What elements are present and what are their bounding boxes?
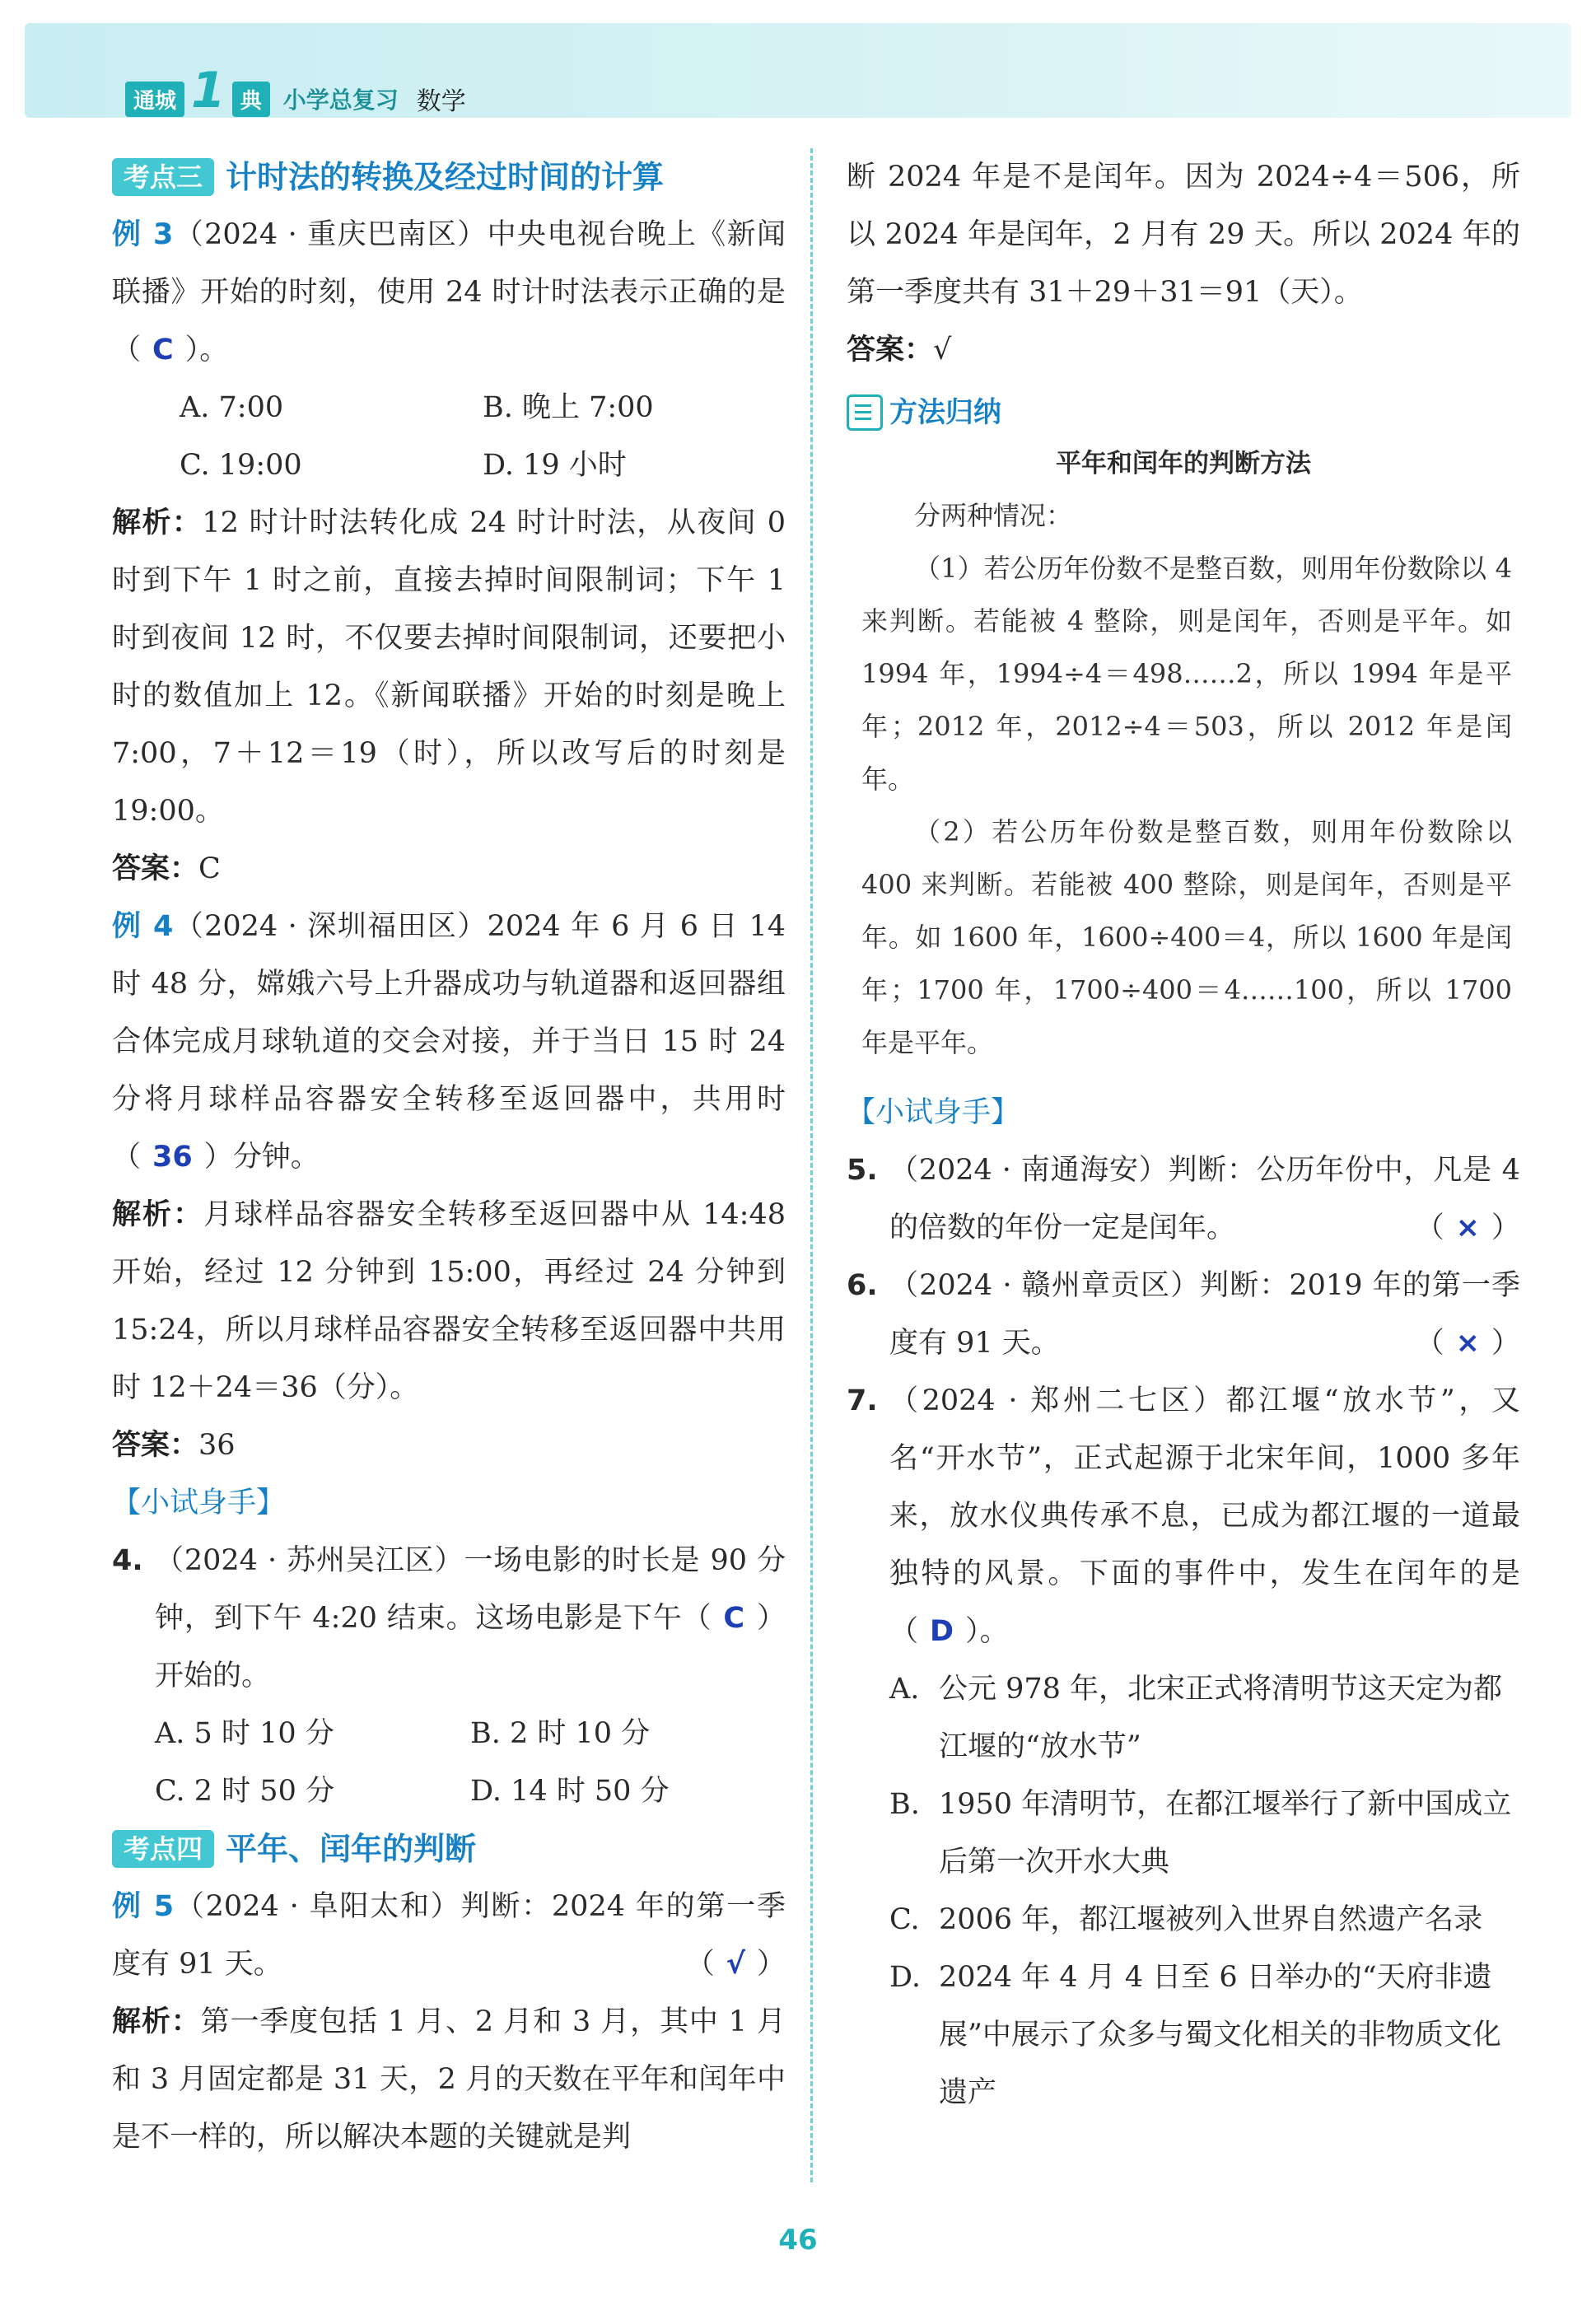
brand [125,62,466,119]
option-c: C. 19:00 [180,449,302,482]
option-c [847,1891,1520,1949]
method-intro: 分两种情况： [914,500,1073,531]
question-number: 4. [112,1544,143,1577]
example-4-text-end: ）分钟。 [203,1141,320,1174]
option-a: A. 5 时 10 分 [155,1717,334,1750]
page-number: 46 [778,2224,818,2257]
example-3-stem [112,206,786,379]
notes-icon [847,394,883,431]
question-7 [847,1372,1520,1660]
example-3-options [112,379,786,494]
key-value: √ [933,334,952,366]
bracket-right: ） [756,1948,786,1981]
right-column [847,148,1520,2122]
option-text: 2006 年，都江堰被列入世界自然遗产名录 [939,1903,1483,1936]
option-b: B. 晚上 7:00 [483,391,654,424]
option-d: D. 14 时 50 分 [470,1775,670,1808]
option-d: D. 19 小时 [483,449,627,482]
section-4-tag: 考点四 [112,1830,214,1868]
example-3-label: 例 3 [112,218,174,251]
key-label: 答案： [112,1429,199,1462]
example-4-stem [112,898,786,1186]
method-case-1: （1）若公历年份数不是整百数，则用年份数除以 4 来判断。若能被 4 整除，则是闰年，否则是平年。如 1994 年，1994÷4＝498……2，所以 1994 年是平年；2012 年，2012÷4＝503，所以 2012 年是闰年。 [861,553,1512,795]
column-divider [810,148,813,2182]
example-5-answer: √ [726,1948,745,1981]
option-b: B. 2 时 10 分 [470,1717,651,1750]
example-3-key [112,840,786,898]
brand-series: 小学总复习 [282,86,399,114]
example-4-answer: 36 [152,1141,193,1174]
question-4 [112,1532,786,1705]
option-text: 2024 年 4 月 4 日至 6 日举办的“天府非遗展”中展示了众多与蜀文化相关的非物质文化遗产 [939,1961,1501,2109]
question-5-answer: × [1455,1211,1480,1244]
option-c: C. 2 时 50 分 [155,1775,334,1808]
analysis-text: 第一季度包括 1 月、2 月和 3 月，其中 1 月和 3 月固定都是 31 天，2 月的天数在平年和闰年中是不一样的，所以解决本题的关键就是判 [112,2005,786,2154]
practice-heading-2: 【小试身手】 [847,1096,1020,1129]
section-3-tag: 考点三 [112,158,214,196]
option-b [847,1776,1520,1891]
example-3-analysis [112,494,786,840]
practice-heading-1: 【小试身手】 [112,1487,286,1519]
section-3-header [112,148,786,206]
section-3-title: 计时法的转换及经过时间的计算 [226,159,665,195]
example-5-analysis-continued: 断 2024 年是不是闰年。因为 2024÷4＝506，所以 2024 年是闰年，2 月有 29 天。所以 2024 年的第一季度共有 31＋29＋31＝91（天）。 [847,161,1520,309]
bracket-left: （ [1415,1211,1444,1244]
option-text: 1950 年清明节，在都江堰举行了新中国成立后第一次开水大典 [939,1788,1512,1879]
key-label: 答案： [112,852,199,885]
section-4-title: 平年、闰年的判断 [226,1831,477,1867]
example-4-label: 例 4 [112,910,174,943]
method-summary [847,387,1520,1069]
analysis-label: 解析： [112,1198,204,1231]
analysis-text: 12 时计时法转化成 24 时计时法，从夜间 0 时到下午 1 时之前，直接去掉时间限制词；下午 1 时到夜间 12 时，不仅要去掉时间限制词，还要把小时的数值加上 12。《新闻联播》开始的时刻是晚上 7:00，7＋12＝19（时），所以改写后的时刻是 19:00。 [112,506,786,828]
option-letter: D. [889,1961,921,1994]
bracket-left: （ [685,1948,715,1981]
analysis-label: 解析： [112,2005,201,2038]
question-6-stem: （2024 · 赣州章贡区）判断：2019 年的第一季度有 91 天。 [889,1269,1520,1360]
option-letter: B. [889,1788,920,1821]
option-letter: C. [889,1903,920,1936]
example-4-text: （2024 · 深圳福田区）2024 年 6 月 6 日 14 时 48 分，嫦娥六号上升器成功与轨道器和返回器组合体完成月球轨道的交会对接，并于当日 15 时 24 分将月球样品容器安全转移至返回器中，共用时（ [112,910,786,1174]
bracket-right: ） [1491,1211,1520,1244]
question-6-answer: × [1455,1327,1480,1360]
example-5-key [847,321,1520,379]
brand-subject: 数学 [416,87,466,116]
analysis-label: 解析： [112,506,203,539]
option-a: A. 7:00 [180,391,284,424]
example-5-text: （2024 · 阜阳太和）判断：2024 年的第一季度有 91 天。 [112,1890,786,1981]
method-body [847,489,1520,1069]
brand-box-a: 通城 [125,82,184,117]
option-a [847,1660,1520,1776]
method-case-2: （2）若公历年份数是整百数，则用年份数除以 400 来判断。若能被 400 整除，则是闰年，否则是平年。如 1600 年，1600÷400＝4，所以 1600 年是闰年；1700 年，1700÷400＝4……100，所以 1700 年是平年。 [861,816,1512,1058]
question-7-text: （2024 · 郑州二七区）都江堰“放水节”，又名“开水节”，正式起源于北宋年间，1000 多年来，放水仪典传承不息，已成为都江堰的一道最独特的风景。下面的事件中，发生在闰年的是（ [889,1384,1520,1648]
question-number: 6. [847,1269,878,1302]
question-number: 5. [847,1154,878,1187]
key-value: C [198,852,221,885]
brand-one: 1 [191,62,226,119]
method-title: 方法归纳 [889,396,1001,429]
example-5-label: 例 5 [112,1890,175,1923]
question-7-answer: D [930,1615,954,1648]
section-4-header [112,1820,786,1878]
question-7-text-end: ）。 [965,1615,1009,1648]
example-4-key [112,1417,786,1474]
example-3-text: （2024 · 重庆巴南区）中央电视台晚上《新闻联播》开始的时刻，使用 24 时计时法表示正确的是（ [112,218,786,366]
question-4-options [112,1705,786,1820]
left-column [112,148,786,2166]
method-header [847,387,1520,438]
brand-box-b: 典 [232,82,270,117]
example-4-analysis [112,1186,786,1417]
option-text: 公元 978 年，北宋正式将清明节这天定为都江堰的“放水节” [939,1673,1503,1763]
example-3-answer: C [152,334,174,366]
question-7-options [847,1660,1520,2122]
option-letter: A. [889,1673,920,1706]
question-number: 7. [847,1384,878,1417]
bracket-left: （ [1415,1327,1444,1360]
question-4-answer: C [723,1602,745,1635]
question-7-stem [889,1372,1520,1660]
example-5-analysis [112,1993,786,2166]
question-5-stem: （2024 · 南通海安）判断：公历年份中，凡是 4 的倍数的年份一定是闰年。 [889,1154,1520,1244]
question-5 [847,1141,1520,1257]
question-4-text: （2024 · 苏州吴江区）一场电影的时长是 90 分钟，到下午 4:20 结束。这场电影是下午（ [155,1544,786,1635]
key-label: 答案： [847,334,934,366]
question-4-text-end: ）开始的。 [155,1602,786,1692]
analysis-text: 月球样品容器安全转移至返回器中从 14:48 开始，经过 12 分钟到 15:00，再经过 24 分钟到 15:24，所以月球样品容器安全转移至返回器中共用时 12＋24＝36（分）。 [112,1198,786,1404]
bracket-right: ） [1491,1327,1520,1360]
option-d [847,1949,1520,2122]
key-value: 36 [198,1429,236,1462]
example-3-text-end: ）。 [184,334,229,366]
question-6 [847,1257,1520,1372]
question-4-stem [155,1532,786,1705]
method-subtitle: 平年和闰年的判断方法 [1056,449,1311,478]
